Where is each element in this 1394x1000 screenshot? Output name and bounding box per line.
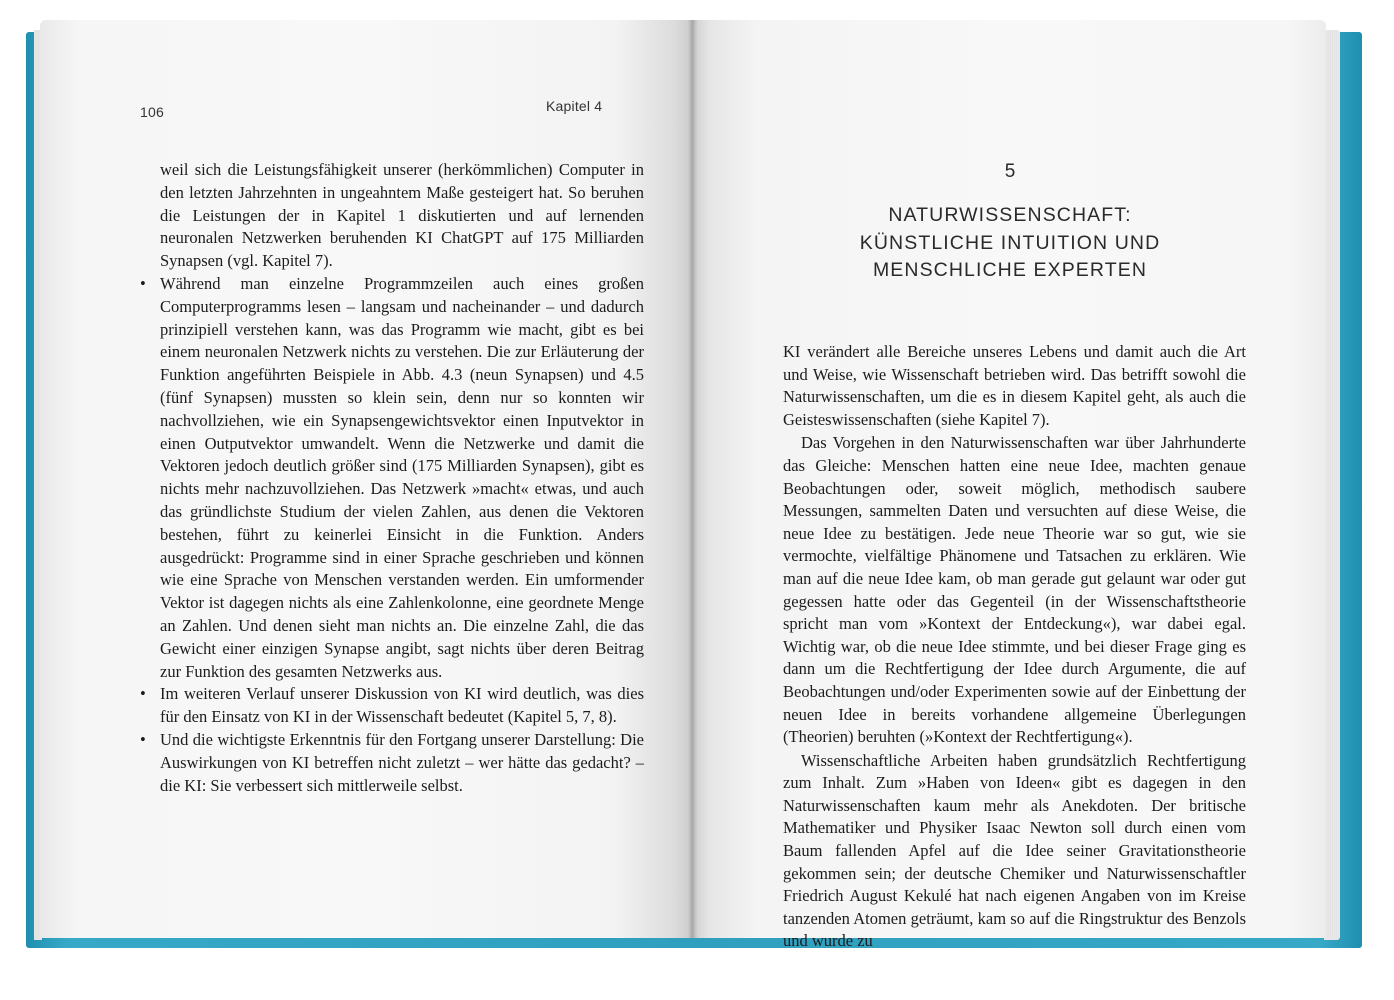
chapter-title [694,202,1326,285]
left-body-text [138,159,644,797]
body-paragraph: Wissenschaftliche Arbeiten haben grundsätzlich Rechtfertigung zum Inhalt. Zum »Haben von Ideen« gibt es dagegen in den Naturwissenschaften kaum mehr als Anekdoten. Der britische Mathematiker und Physiker Isaac Newton soll durch einen vom Baum fallenden Apfel auf die Idee seiner Gravitationstheorie gekommen sein; der deutsche Chemiker und Naturwissenschaftler Friedrich August Kekulé hat nach eigenen Angaben von im Kreise tanzenden Atomen geträumt, kam so auf die Ringstruktur des Benzols und wurde zu [783,750,1246,951]
bullet-item: • Und die wichtigste Erkenntnis für den Fortgang unserer Darstellung: Die Auswirkungen von KI betreffen nicht zuletzt – wer hätte das gedacht? – die KI: Sie verbessert sich mittlerweile selbst. [138,729,644,797]
left-page [40,20,694,938]
bullet-item: • Im weiteren Verlauf unserer Diskussion von KI wird deutlich, was dies für den Einsatz von KI in der Wissenschaft bedeutet (Kapitel 5, 7, 8). [138,683,644,729]
chapter-number: 5 [1004,161,1016,182]
chapter-title-line: KÜNSTLICHE INTUITION UND [859,231,1161,254]
right-page [694,20,1326,951]
bullet-list [138,273,644,797]
body-paragraph: Das Vorgehen in den Naturwissenschaften war über Jahrhunderte das Gleiche: Menschen hatten eine neue Idee, machten genaue Beobachtungen oder, soweit möglich, methodisch saubere Messungen, sammelten Daten und versuchten auf diese Weise, die neue Idee zu bestätigen. Jede neue Theorie war so gut, wie sie vermochte, vielfältige Phänomene und Tatsachen zu erklären. Wie man auf die neue Idee kam, ob man gerade gut gelaunt war oder gut gegessen hatte oder das Gegenteil (in der Wissenschaftstheorie spricht man vom »Kontext der Entdeckung«), war dabei egal. Wichtig war, ob die neue Idee stimmte, und bei dieser Frage ging es dann um die Rechtfertigung der Idee durch Argumente, die auf Beobachtungen und/oder Experimenten sowie auf der Einbettung der neuen Idee in bereits vorhandene allgemeine Überlegungen (Theorien) beruhten (»Kontext der Rechtfertigung«). [783,433,1246,747]
continuation-paragraph: weil sich die Leistungsfähigkeit unserer (herkömmlichen) Computer in den letzten Jahrzehnten in ungeahntem Maße gesteigert hat. So beruhen die Leistungen der in Kapitel 1 diskutierten und auf lernenden neuronalen Netzwerken beruhenden KI ChatGPT auf 175 Milliarden Synapsen (vgl. Kapitel 7). [160,160,644,271]
book-gutter [688,20,698,938]
body-paragraph: KI verändert alle Bereiche unseres Lebens und damit auch die Art und Weise, wie Wissenschaft betrieben wird. Das betrifft sowohl die Naturwissenschaften, um die es in diesem Kapitel geht, als auch die Geisteswissenschaften (siehe Kapitel 7). [783,342,1246,429]
right-body-text [783,341,1246,953]
page-edges-right [1324,30,1340,940]
chapter-title-line: NATURWISSENSCHAFT: [888,204,1132,226]
page-number: 106 [140,104,164,120]
bullet-item: • Während man einzelne Programmzeilen auch eines großen Computerprogramms lesen – langsam und nacheinander – und dadurch prinzipiell verstehen kann, was das Programm wie macht, gibt es bei einem neuronalen Netzwerk nichts zu verstehen. Die zur Erläuterung der Funktion angeführten Beispiele in Abb. 4.3 (neun Synapsen) und 4.5 (fünf Synapsen) mussten so klein sein, denn nur so konnten wir nachvollziehen, wie ein Synapsengewichtsvektor einen Inputvektor in einen Outputvektor umwandelt. Wenn die Netzwerke und damit die Vektoren jedoch deutlich größer sind (175 Milliarden Synapsen), gibt es nichts mehr nachzuvollziehen. Das Netzwerk »macht« etwas, und auch das gründlichste Studium der vielen Zahlen, aus denen die Vektoren bestehen, führt zu keinerlei Einsicht in die Funktion. Anders ausgedrückt: Programme sind in einer Sprache geschrieben und können wie eine Sprache von Menschen verstanden werden. Ein umformender Vektor ist dagegen nichts als eine Zahlenkolonne, eine geordnete Menge an Zahlen. Und denen sieht man nichts an. Die einzelne Zahl, die das Gewicht einer einzigen Synapse angibt, sagt nichts über deren Beitrag zur Funktion des gesamten Netzwerks aus. [138,273,644,683]
running-head: Kapitel 4 [546,98,603,114]
chapter-title-line: MENSCHLICHE EXPERTEN [872,259,1148,281]
